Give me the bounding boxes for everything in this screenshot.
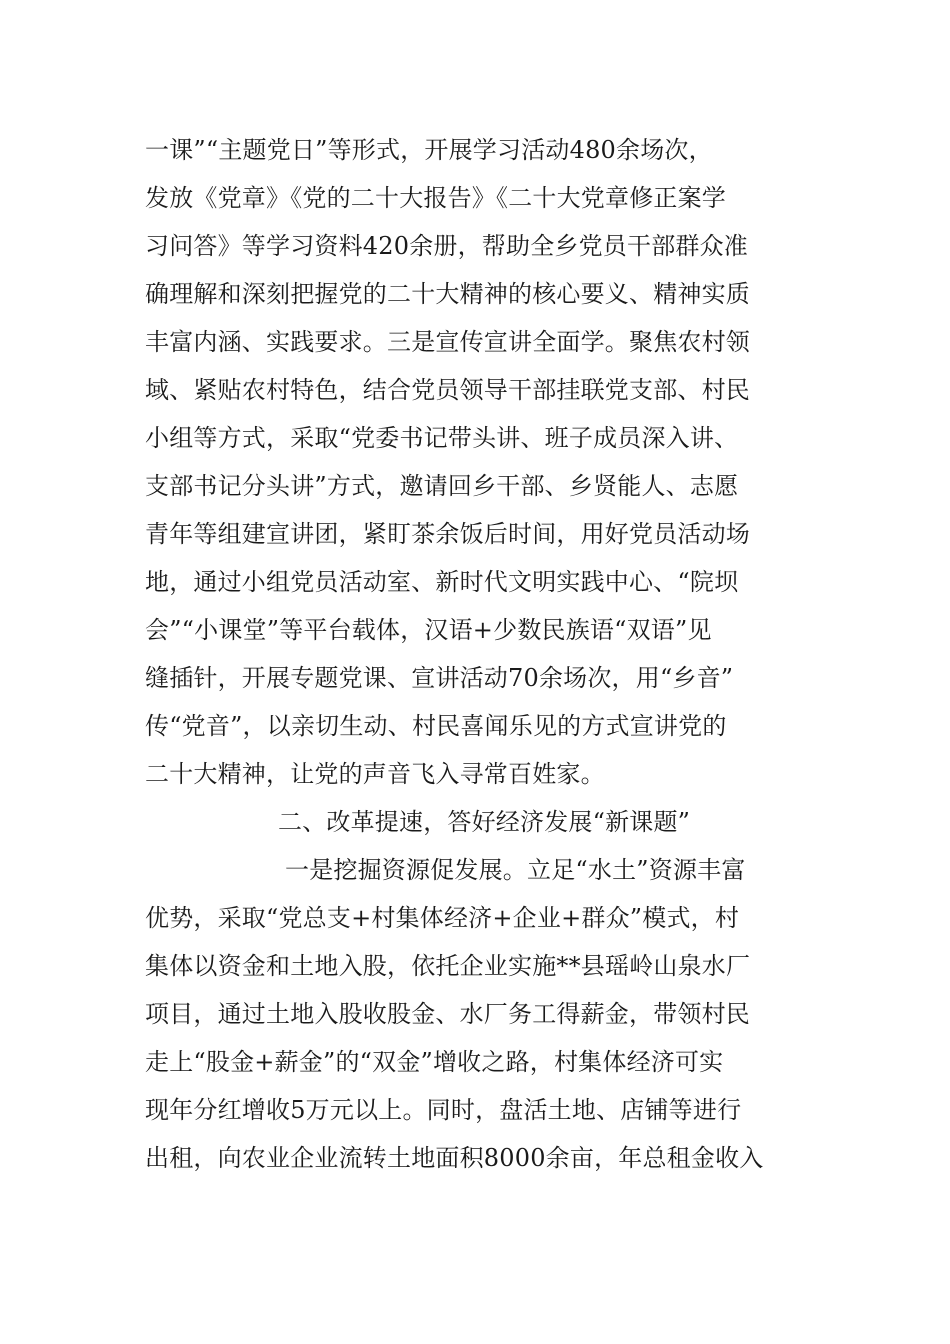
- paragraph-line: 会”“小课堂”等平台载体，汉语+少数民族语“双语”见: [145, 616, 712, 644]
- paragraph-line: 支部书记分头讲”方式，邀请回乡干部、乡贤能人、志愿: [145, 472, 739, 500]
- section-heading: 二、改革提速，答好经济发展“新课题”: [278, 808, 691, 836]
- paragraph-line: 项目，通过土地入股收股金、水厂务工得薪金，带领村民: [145, 1000, 750, 1028]
- paragraph-line: 习问答》等学习资料420余册，帮助全乡党员干部群众准: [145, 232, 749, 260]
- paragraph-line: 小组等方式，采取“党委书记带头讲、班子成员深入讲、: [145, 424, 739, 452]
- paragraph-line: 二十大精神，让党的声音飞入寻常百姓家。: [145, 760, 605, 788]
- paragraph-line: 一课”“主题党日”等形式，开展学习活动480余场次，: [145, 136, 713, 164]
- paragraph-line: 发放《党章》《党的二十大报告》《二十大党章修正案学: [145, 184, 726, 212]
- document-body: [145, 126, 810, 1182]
- paragraph-line: 一是挖掘资源促发展。立足“水土”资源丰富: [285, 856, 746, 884]
- paragraph-line: 出租，向农业企业流转土地面积8000余亩，年总租金收入: [145, 1144, 764, 1172]
- paragraph-line: 确理解和深刻把握党的二十大精神的核心要义、精神实质: [145, 280, 750, 308]
- paragraph-line: 域、紧贴农村特色，结合党员领导干部挂联党支部、村民: [145, 376, 750, 404]
- paragraph-line: 现年分红增收5万元以上。同时，盘活土地、店铺等进行: [145, 1096, 742, 1124]
- paragraph-line: 传“党音”，以亲切生动、村民喜闻乐见的方式宣讲党的: [145, 712, 727, 740]
- paragraph-line: 丰富内涵、实践要求。三是宣传宣讲全面学。聚焦农村领: [145, 328, 750, 356]
- paragraph-line: 缝插针，开展专题党课、宣讲活动70余场次，用“乡音”: [145, 664, 734, 692]
- paragraph-line: 青年等组建宣讲团，紧盯茶余饭后时间，用好党员活动场: [145, 520, 750, 548]
- paragraph-line: 集体以资金和土地入股，依托企业实施**县瑶岭山泉水厂: [145, 952, 751, 980]
- paragraph-line: 地，通过小组党员活动室、新时代文明实践中心、“院坝: [145, 568, 739, 596]
- paragraph-line: 走上“股金+薪金”的“双金”增收之路，村集体经济可实: [145, 1048, 724, 1076]
- paragraph-line: 优势，采取“党总支+村集体经济+企业+群众”模式，村: [145, 904, 740, 932]
